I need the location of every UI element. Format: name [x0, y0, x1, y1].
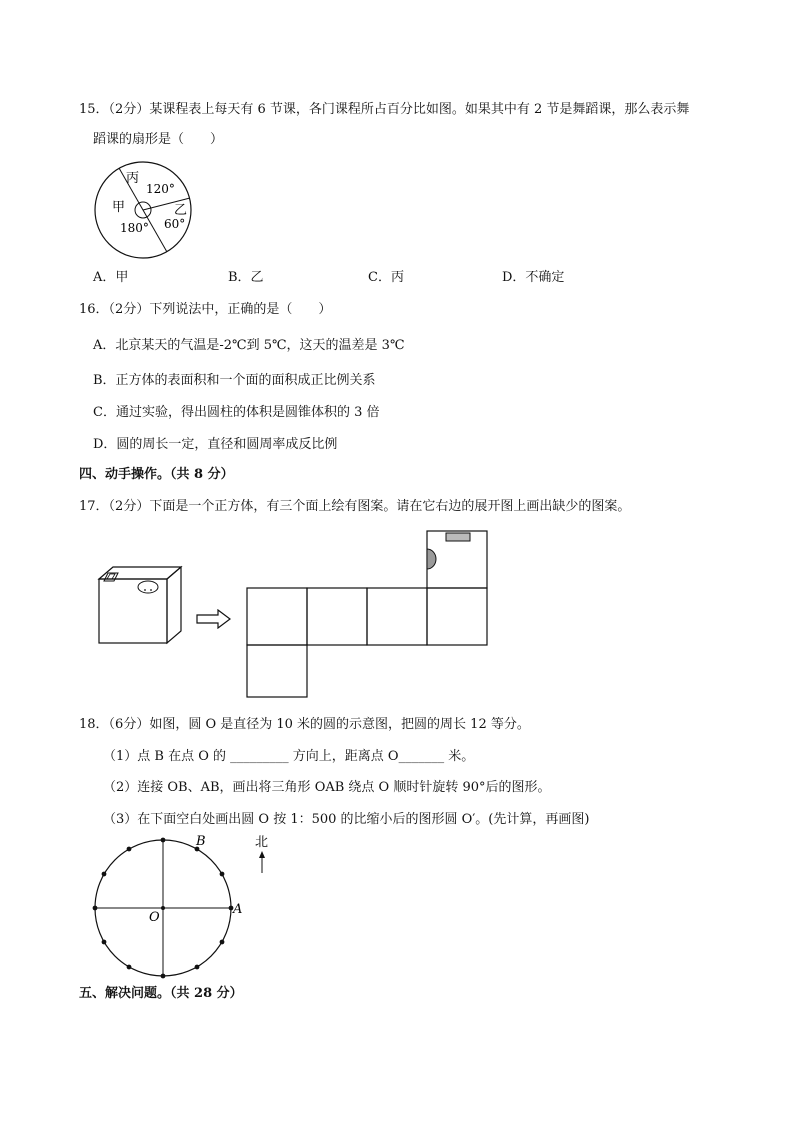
- q16-option-b: B．正方体的表面积和一个面的面积成正比例关系: [93, 373, 376, 388]
- q15-option-d: D．不确定: [502, 270, 565, 285]
- point-b-label: B: [196, 834, 206, 849]
- q17-arrow: [196, 609, 232, 629]
- q18-sub3: （3）在下面空白处画出圆 O 按 1：500 的比缩小后的图形圆 O′。(先计算，再画图): [103, 812, 590, 827]
- pie-label-180: 180°: [120, 221, 149, 235]
- q15-option-c: C．丙: [368, 270, 404, 285]
- north-label: 北: [255, 835, 269, 850]
- q16-option-a: A．北京某天的气温是-2℃到 5℃，这天的温差是 3℃: [93, 338, 405, 353]
- q18-sub2: （2）连接 OB、AB，画出将三角形 OAB 绕点 O 顺时针旋转 90°后的图形。: [103, 780, 551, 795]
- pie-label-yi: 乙: [174, 203, 188, 218]
- pie-label-bing: 丙: [126, 171, 140, 186]
- pie-label-jia: 甲: [112, 200, 126, 215]
- q15-pie-chart: [90, 160, 200, 270]
- q18-sub1: （1）点 B 在点 O 的 _________ 方向上，距离点 O_______ 米。: [103, 749, 475, 764]
- q15-stem-line1: 15．（2分）某课程表上每天有 6 节课，各门课程所占百分比如图。如果其中有 2 节是舞蹈课，那么表示舞: [79, 102, 690, 117]
- section4-heading: 四、动手操作。（共 8 分）: [79, 467, 234, 482]
- pie-label-120: 120°: [146, 182, 175, 196]
- q16-option-c: C．通过实验，得出圆柱的体积是圆锥体积的 3 倍: [93, 405, 380, 420]
- point-a-label: A: [233, 902, 243, 917]
- q15-stem-line2: 蹈课的扇形是（ ）: [93, 132, 224, 147]
- north-arrowhead-icon: [259, 851, 265, 858]
- q18-stem: 18．（6分）如图，圆 O 是直径为 10 米的圆的示意图，把圆的周长 12 等分。: [79, 717, 530, 732]
- q15-option-a: A．甲: [93, 270, 129, 285]
- q16-stem: 16．（2分）下列说法中，正确的是（ ）: [79, 302, 332, 317]
- q17-cube-figure: [96, 565, 186, 647]
- q17-cube-net: [244, 528, 490, 700]
- q18-circle-diagram: [88, 832, 288, 982]
- q16-option-d: D．圆的周长一定，直径和圆周率成反比例: [93, 437, 338, 452]
- point-o-label: O: [149, 910, 160, 925]
- q15-option-b: B．乙: [228, 270, 264, 285]
- section5-heading: 五、解决问题。（共 28 分）: [79, 986, 243, 1001]
- q17-stem: 17．（2分）下面是一个正方体，有三个面上绘有图案。请在它右边的展开图上画出缺少的图案。: [79, 499, 631, 514]
- pie-label-60: 60°: [164, 217, 186, 231]
